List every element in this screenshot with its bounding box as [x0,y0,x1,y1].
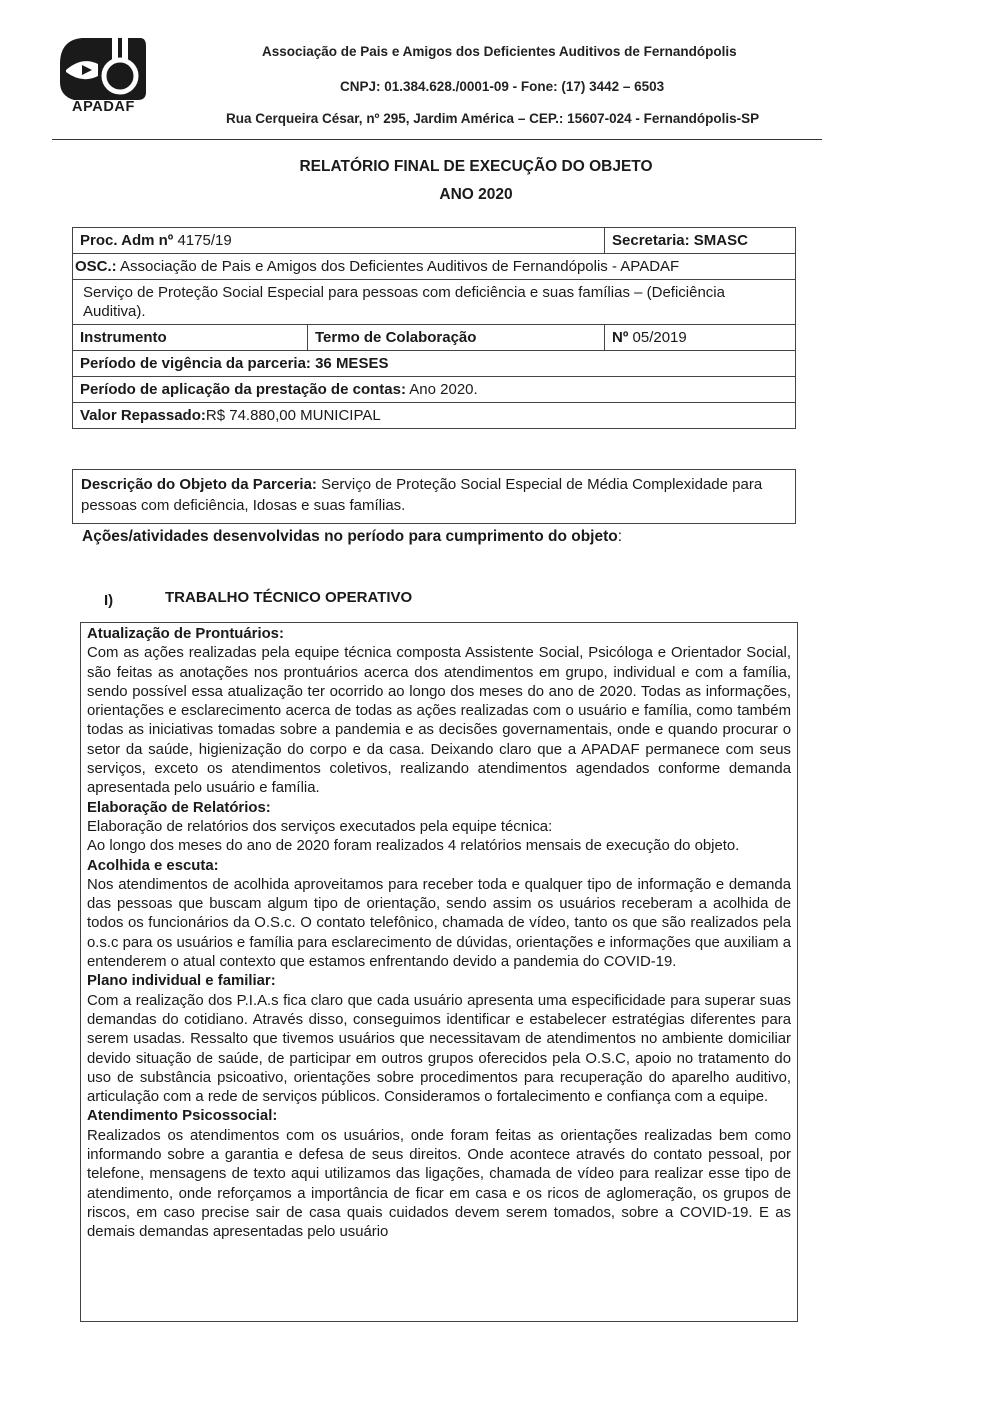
valor-cell [73,403,796,429]
cnpj-phone: CNPJ: 01.384.628./0001-09 - Fone: (17) 3442 – 6503 [340,79,665,94]
table-row [73,325,796,351]
heading-psicossocial: Atendimento Psicossocial: [87,1108,278,1125]
heading-acolhida: Acolhida e escuta: [87,857,219,874]
numero-cell [605,325,796,351]
section-title: TRABALHO TÉCNICO OPERATIVO [165,589,413,606]
servico-cell [73,280,796,325]
proc-cell [73,228,605,254]
vigencia-cell [73,351,796,377]
heading-relatorios: Elaboração de Relatórios: [87,799,271,816]
paragraph-plano: Com a realização dos P.I.A.s fica claro que cada usuário apresenta uma especificidade para superar suas demandas do cotidiano. Através disso, conseguimos identificar e estabelecer estratégias diferentes para serem usadas. Ressalto que tivemos usuários que necessitavam de atendimentos no ambiente domiciliar devido situação de saúde, de participar em outros grupos oferecidos pela O.S.C, apoio no tratamento do uso de substância psicoativo, orientações sobre procedimentos para recuperação do aparelho auditivo, articulação com a rede de serviços públicos. Consideramos o fortalecimento e confiança com a equipe. [87,992,791,1106]
termo-label: Termo de Colaboração [315,329,477,346]
secretaria-label: Secretaria: SMASC [612,232,748,249]
aplicacao-value: Ano 2020. [405,381,478,398]
objeto-text: Serviço de Proteção Social Especial de Média Complexidade para pessoas com deficiência, Idosas e suas famílias. [81,476,763,514]
paragraph-relatorios-b: Ao longo dos meses do ano de 2020 foram realizados 4 relatórios mensais de execução do objeto. [87,838,740,855]
proc-value: 4175/19 [173,232,232,249]
report-year: ANO 2020 [439,186,513,203]
instrumento-label: Instrumento [80,329,167,346]
table-row [73,377,796,403]
address: Rua Cerqueira César, nº 295, Jardim América – CEP.: 15607-024 - Fernandópolis-SP [226,111,760,126]
instrumento-cell [73,325,308,351]
paragraph-relatorios-a: Elaboração de relatórios dos serviços executados pela equipe técnica: [87,818,553,835]
aplicacao-cell [73,377,796,403]
paragraph-prontuarios: Com as ações realizadas pela equipe técnica composta Assistente Social, Psicóloga e Orientador Social, são feitas as anotações nos prontuários acerca dos atendimentos em grupo, individual e com a família, sendo possível essa atualização ter ocorrido ao longo dos meses do ano de 2020. Todas as informações, orientações e esclarecimento acerca de todas as ações realizadas com o usuário e família, como também todas as iniciativas tomadas sobre a pandemia e as decisões governamentais, onde e quando procurar o setor da saúde, higienização do corpo e da casa. Deixando claro que a APADAF permanece com seus serviços, exceto os atendimentos coletivos, realizando atendimentos agendados conforme demanda apresentada pelo usuário e família. [87,645,791,797]
table-row [73,254,796,280]
valor-value: R$ 74.880,00 MUNICIPAL [205,407,381,424]
objeto-box [72,469,796,524]
report-title: RELATÓRIO FINAL DE EXECUÇÃO DO OBJETO [299,158,653,175]
aplicacao-label: Período de aplicação da prestação de contas: [80,381,406,398]
osc-value: Associação de Pais e Amigos dos Deficientes Auditivos de Fernandópolis - APADAF [116,258,680,275]
paragraph-acolhida: Nos atendimentos de acolhida aproveitamos para receber toda e qualquer tipo de informação e demanda das pessoas que buscam algum tipo de orientação, sendo assim os usuários receberam a acolhida de todos os funcionários da O.S.c. O contato telefônico, chamada de vídeo, tanto os que são realizados pela o.s.c para os usuários e família para esclarecimento de dúvidas, orientações e informações que auxiliam a entenderem o atual contexto que estamos enfrentando devido a pandemia do COVID-19. [87,876,791,971]
table-row [73,228,796,254]
table-row [73,351,796,377]
section-number: I) [104,592,114,609]
header-divider [52,139,822,140]
proc-label: Proc. Adm nº [80,232,174,249]
osc-label: OSC.: [75,258,117,275]
info-table [72,227,796,429]
heading-prontuarios: Atualização de Prontuários: [87,626,284,642]
termo-cell [308,325,605,351]
vigencia-label: Período de vigência da parceria: 36 MESES [80,355,389,372]
acoes-label: Ações/atividades desenvolvidas no período para cumprimento do objeto [82,528,618,545]
body-box [80,622,798,1322]
org-name: Associação de Pais e Amigos dos Deficientes Auditivos de Fernandópolis [262,44,737,59]
secretaria-cell [605,228,796,254]
table-row [73,403,796,429]
paragraph-psicossocial: Realizados os atendimentos com os usuários, onde foram feitas as orientações realizadas bem como informando sobre a garantia e defesa de seus direitos. Onde acontece através do contato pessoal, por telefone, mensagens de texto aqui utilizamos das ligações, chamada de vídeo para realizar esse tipo de atendimento, onde reforçamos a importância de ficar em casa e os ricos de aglomeração, os grupos de riscos, em caso precise sair de casa quais cuidados devem serem tomados, sobre a COVID-19. E as demais demandas apresentadas pelo usuário [87,1127,791,1241]
table-row [73,280,796,325]
acoes-heading [82,528,622,546]
logo-text: APADAF [72,99,135,115]
numero-value: 05/2019 [628,329,687,346]
acoes-colon: : [617,528,623,545]
apadaf-logo-mark [52,34,152,104]
osc-cell [73,254,796,280]
objeto-label: Descrição do Objeto da Parceria: [81,476,317,493]
numero-label: Nº [612,329,629,346]
valor-label: Valor Repassado: [80,407,206,424]
servico-text: Serviço de Proteção Social Especial para pessoas com deficiência e suas famílias – (Deficiência Auditiva). [83,284,725,320]
heading-plano: Plano individual e familiar: [87,973,276,990]
